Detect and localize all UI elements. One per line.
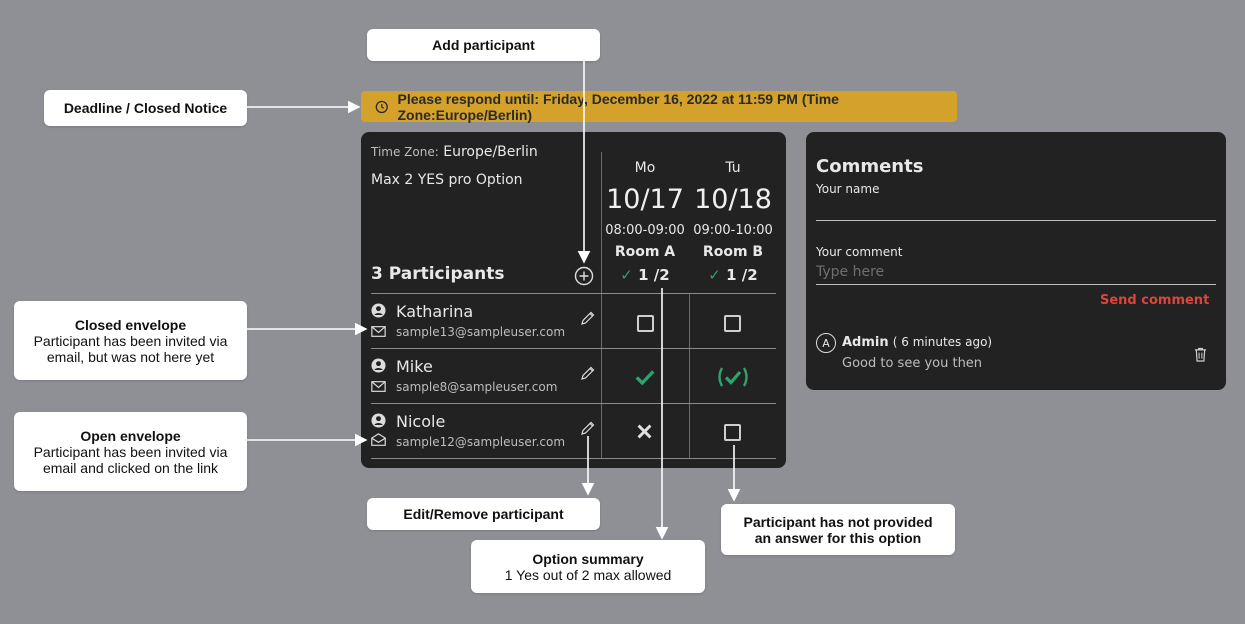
callout-closed-envelope [14,301,247,380]
comment-input[interactable] [816,262,1216,285]
participant-name: Mike [396,357,433,376]
clock-icon [375,100,389,114]
open-envelope-icon [371,433,386,446]
check-icon: ✓ [708,266,721,284]
comment-time: ( 6 minutes ago) [892,335,993,349]
comment-author: Admin [842,335,889,350]
participant-name: Nicole [396,412,446,431]
deadline-text: Please respond until: Friday, December 16, 2022 at 11:59 PM (Time Zone:Europe/Berlin) [397,90,839,123]
callout-title: Add participant [432,37,535,53]
callout-title: Participant has not provided an answer for this option [743,513,933,546]
option-time: 09:00-10:00 [693,223,773,238]
comments-panel [806,132,1226,390]
yes-check-icon[interactable] [634,366,656,388]
column-divider [689,293,690,458]
participant-email: sample8@sampleuser.com [396,380,558,394]
yes-if-needed-check-icon[interactable] [716,365,750,389]
comments-title: Comments [816,156,924,177]
avatar [816,333,836,353]
timezone-info [371,144,538,160]
poll-panel [361,132,786,468]
edit-pencil-icon[interactable] [580,365,596,381]
user-icon [371,303,386,318]
max-rule: Max 2 YES pro Option [371,172,523,188]
option-room: Room B [702,244,764,260]
comment-meta [842,335,992,350]
callout-open-envelope [14,412,247,491]
edit-pencil-icon[interactable] [580,420,596,436]
comment-text: Good to see you then [842,356,983,371]
option-weekday: Tu [725,160,741,176]
participant-name: Katharina [396,302,474,321]
option-date: 10/17 [606,184,684,215]
trash-icon[interactable] [1194,347,1207,362]
participant-email: sample12@sampleuser.com [396,435,566,449]
callout-description: Participant has been invited via email and clicked on the link [33,443,228,476]
name-input[interactable] [816,198,1216,221]
comment-placeholder: Type here [816,264,885,280]
callout-title: Edit/Remove participant [403,506,564,522]
callout-description: 1 Yes out of 2 max allowed [504,566,672,583]
row-divider [371,458,776,459]
callout-deadline-notice [44,90,247,126]
callout-no-answer [721,504,955,555]
deadline-notice [361,91,957,122]
option-summary [689,266,777,284]
option-date: 10/18 [694,184,772,215]
answer-checkbox-empty[interactable] [637,315,654,332]
option-time: 08:00-09:00 [605,223,685,238]
timezone-value: Europe/Berlin [443,144,538,160]
option-summary [601,266,689,284]
participant-email: sample13@sampleuser.com [396,325,566,339]
answer-checkbox-empty[interactable] [724,424,741,441]
avatar-letter: A [822,336,830,350]
callout-title: Open envelope [80,427,181,444]
send-comment-button[interactable]: Send comment [1100,293,1210,308]
edit-pencil-icon[interactable] [580,310,596,326]
closed-envelope-icon [371,381,386,392]
no-cross-icon[interactable] [636,423,653,440]
option-summary-value: 1 /2 [726,266,758,284]
add-participant-icon[interactable] [574,266,594,286]
callout-add-participant [367,29,600,61]
answer-checkbox-empty[interactable] [724,315,741,332]
timezone-label: Time Zone: [371,145,439,159]
callout-edit-remove [367,498,600,530]
row-divider [371,348,776,349]
user-icon [371,358,386,373]
option-room: Room A [614,244,676,260]
callout-title: Deadline / Closed Notice [63,100,228,116]
comment-label: Your comment [816,245,903,259]
user-icon [371,413,386,428]
option-weekday: Mo [634,160,656,176]
closed-envelope-icon [371,326,386,337]
participants-title: 3 Participants [371,264,505,284]
callout-option-summary [471,540,705,593]
row-divider [371,403,776,404]
callout-description: Participant has been invited via email, but was not here yet [33,332,228,365]
option-summary-value: 1 /2 [638,266,670,284]
check-icon: ✓ [620,266,633,284]
row-divider [371,293,776,294]
callout-title: Option summary [532,550,644,567]
name-label: Your name [816,182,880,196]
callout-title: Closed envelope [74,316,187,333]
